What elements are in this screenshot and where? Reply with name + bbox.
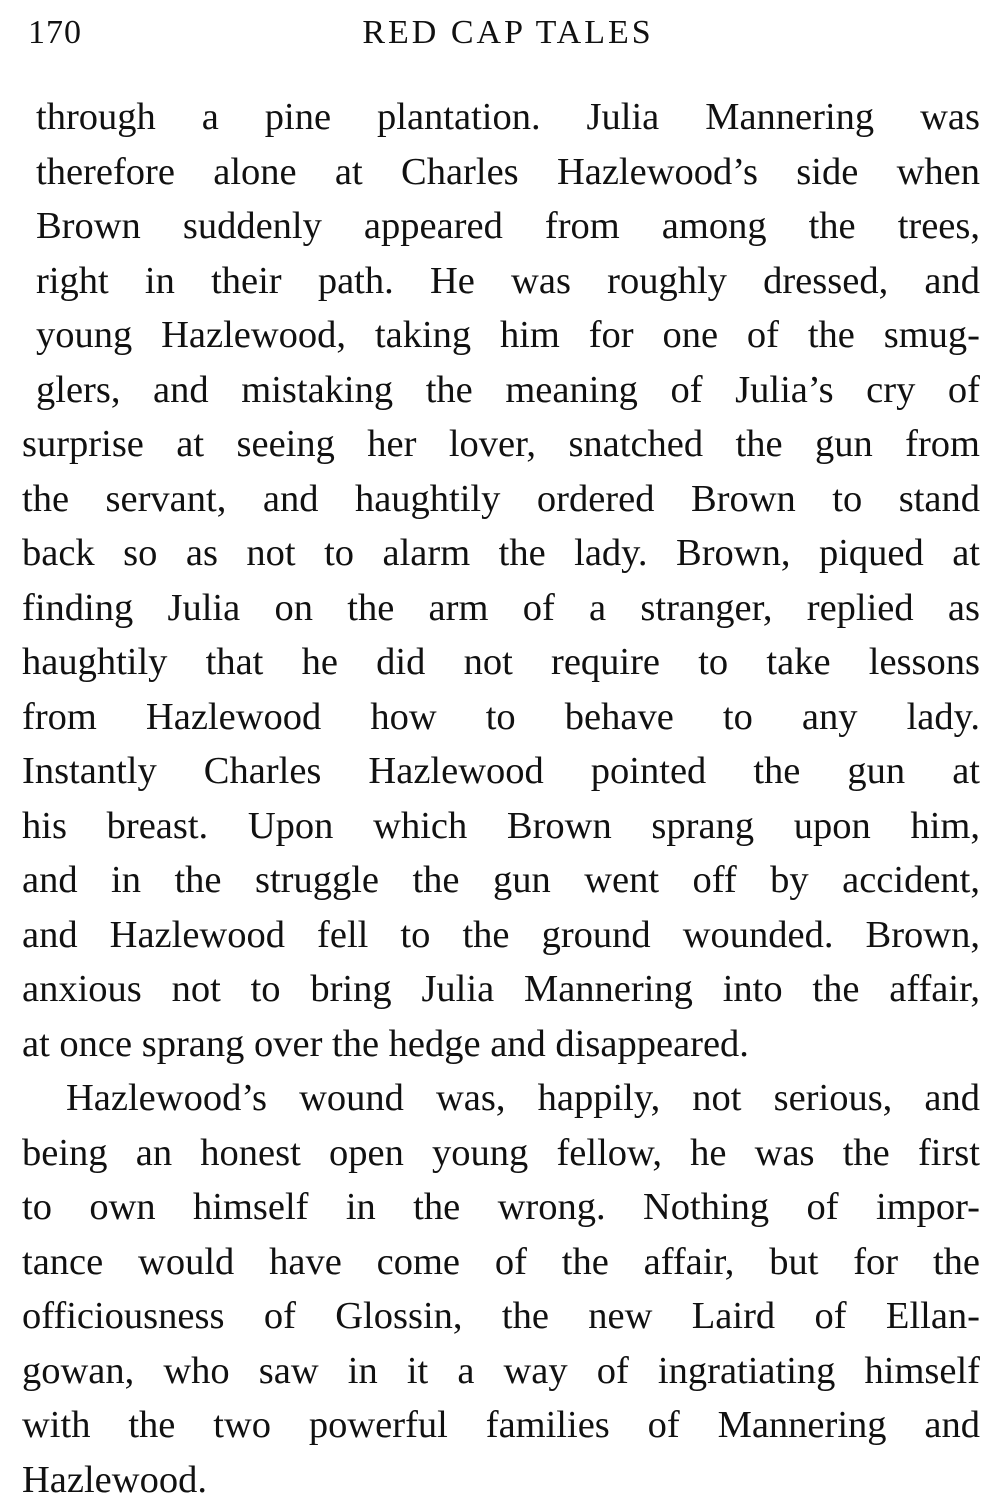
text-line: Hazlewood’s wound was, happily, not serious, and <box>66 1077 980 1119</box>
running-title: RED CAP TALES <box>362 14 654 51</box>
text-line: anxious not to bring Julia Mannering into the affair, <box>22 968 980 1010</box>
text-line: finding Julia on the arm of a stranger, replied as <box>22 586 980 629</box>
page-header <box>28 14 968 58</box>
text-line: back so as not to alarm the lady. Brown, piqued at <box>22 532 980 574</box>
text-line: gowan, who saw in it a way of ingratiating himself <box>22 1349 980 1392</box>
text-line: and Hazlewood fell to the ground wounded. Brown, <box>22 913 980 956</box>
text-body <box>22 90 980 1507</box>
text-line: the servant, and haughtily ordered Brown to stand <box>22 477 980 520</box>
text-line: therefore alone at Charles Hazlewood’s side when <box>36 150 980 193</box>
text-line: Hazlewood. <box>22 1458 207 1501</box>
text-line: Brown suddenly appeared from among the trees, <box>36 205 980 247</box>
text-line: tance would have come of the affair, but for the <box>22 1240 980 1283</box>
text-line: with the two powerful families of Mannering and <box>22 1404 980 1446</box>
text-line: to own himself in the wrong. Nothing of impor- <box>22 1186 980 1228</box>
text-line: haughtily that he did not require to take lessons <box>22 641 980 683</box>
text-line: surprise at seeing her lover, snatched the gun from <box>22 423 980 465</box>
text-line: through a pine plantation. Julia Mannering was <box>36 96 980 138</box>
text-line: and in the struggle the gun went off by accident, <box>22 859 980 901</box>
text-line: Instantly Charles Hazlewood pointed the gun at <box>22 750 980 792</box>
text-line: from Hazlewood how to behave to any lady. <box>22 695 980 738</box>
text-line: glers, and mistaking the meaning of Julia’s cry of <box>36 368 980 411</box>
text-line: at once sprang over the hedge and disappeared. <box>22 1022 749 1065</box>
text-line: being an honest open young fellow, he was the first <box>22 1131 980 1174</box>
text-line: right in their path. He was roughly dressed, and <box>36 259 980 302</box>
text-line: young Hazlewood, taking him for one of the smug- <box>36 314 980 356</box>
page-number: 170 <box>28 14 82 51</box>
text-line: his breast. Upon which Brown sprang upon him, <box>22 804 980 847</box>
text-line: officiousness of Glossin, the new Laird of Ellan- <box>22 1295 980 1337</box>
